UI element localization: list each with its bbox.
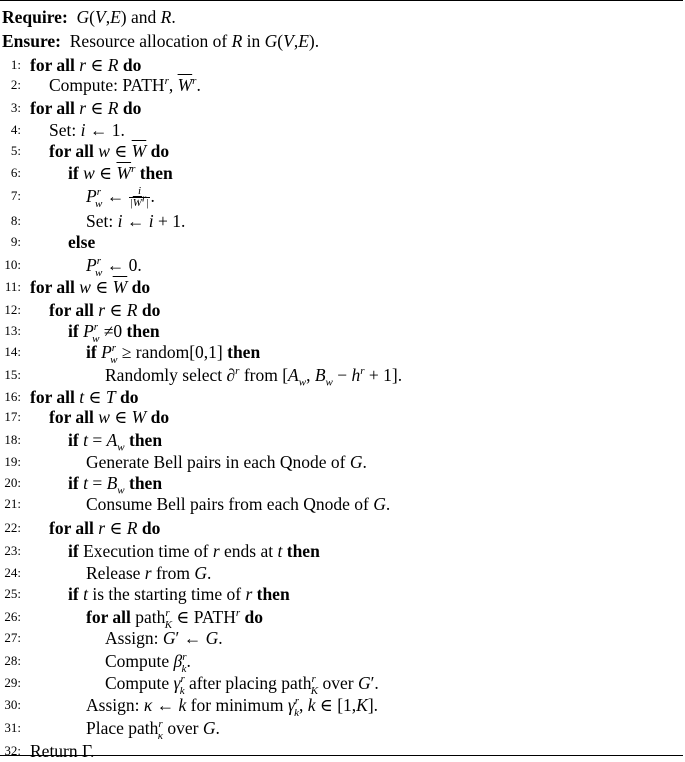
line-number: 3: <box>10 100 21 115</box>
algorithm-line <box>0 472 683 497</box>
line-number: 23: <box>4 543 21 558</box>
line-text: for all w ∈ $\overline{W}$ do <box>30 277 151 297</box>
line-text: for all r ∈ R do <box>30 98 142 118</box>
line-number: 1: <box>10 57 21 72</box>
algorithm-line <box>0 672 683 697</box>
line-text: if $t = B_w$ then <box>68 473 163 497</box>
algorithm-line <box>0 97 683 119</box>
line-number: 32: <box>4 743 21 758</box>
algorithm-line <box>0 231 683 253</box>
line-text: $P^r_w$ ← 0. <box>86 255 142 279</box>
line-text: for all t ∈ T do <box>30 387 139 407</box>
line-text: Consume Bell pairs from each Qnode of G. <box>86 494 391 514</box>
line-text: Generate Bell pairs in each Qnode of G. <box>86 452 367 472</box>
line-number: 17: <box>4 409 21 424</box>
line-number: 2: <box>10 77 21 92</box>
algorithm-line <box>0 429 683 454</box>
line-number: 13: <box>4 323 21 338</box>
line-number: 25: <box>4 586 21 601</box>
algorithm-line <box>0 493 683 515</box>
line-number: 26: <box>4 609 21 624</box>
line-number: 12: <box>4 302 21 317</box>
line-text: Place path$^r_\kappa$ over G. <box>86 718 220 742</box>
line-number: 30: <box>4 697 21 712</box>
line-number: 21: <box>4 496 21 511</box>
line-number: 29: <box>4 675 21 690</box>
line-number: 8: <box>10 213 21 228</box>
line-number: 31: <box>4 720 21 735</box>
algorithm-line <box>0 583 683 605</box>
line-number: 5: <box>10 143 21 158</box>
algorithm-line <box>0 694 683 719</box>
ensure-line: Ensure: Resource allocation of R in G(V,E). <box>2 31 320 51</box>
algorithm-line <box>0 650 683 675</box>
line-text: Randomly select ∂$^r$ from [$A_w$, $B_w - h^r + 1$]. <box>105 365 403 389</box>
line-text: Assign: G′ ← G. <box>105 628 223 648</box>
line-text: $P^r_w$ ← $\frac{i}{|\overline{W}^r|}$ . <box>86 185 155 210</box>
line-number: 20: <box>4 475 21 490</box>
algorithm-line <box>0 717 683 742</box>
line-text: if t is the starting time of r then <box>68 584 290 604</box>
line-text: if $t = A_w$ then <box>68 430 163 454</box>
line-text: Compute: PATH$^r$, $\overline{W}^r$. <box>49 75 201 95</box>
line-text: for all r ∈ R do <box>30 55 142 75</box>
algorithm-line <box>0 540 683 562</box>
line-text: Set: i ← 1. <box>49 120 125 140</box>
algorithm-line <box>0 451 683 473</box>
line-text: Release r from G. <box>86 563 212 583</box>
line-text: Set: i ← i + 1. <box>86 211 186 231</box>
line-text: if $P^r_w$ ≥ random[0,1] then <box>86 342 261 366</box>
line-text: Return Γ. <box>30 741 95 761</box>
line-text: if w ∈ $\overline{W}^r$ then <box>68 163 173 183</box>
algorithm-line <box>0 140 683 162</box>
algorithm-line <box>0 341 683 366</box>
line-text: else <box>68 232 96 252</box>
algorithm-line <box>0 562 683 584</box>
line-number: 28: <box>4 653 21 668</box>
line-number: 16: <box>4 389 21 404</box>
line-text: for all r ∈ R do <box>49 518 161 538</box>
algorithm-line <box>0 276 683 298</box>
algorithm-line <box>0 606 683 631</box>
line-number: 6: <box>10 165 21 180</box>
algorithm-line <box>0 517 683 539</box>
line-number: 18: <box>4 432 21 447</box>
algorithm-line <box>0 299 683 321</box>
line-text: for all w ∈ $\overline{W}$ do <box>49 141 170 161</box>
line-number: 19: <box>4 454 21 469</box>
line-number: 7: <box>10 188 21 203</box>
line-text: if $P^r_w \ne 0$ then <box>68 321 160 345</box>
algorithm-line <box>0 119 683 141</box>
line-number: 27: <box>4 630 21 645</box>
algorithm-line <box>0 185 683 210</box>
line-number: 22: <box>4 520 21 535</box>
require-label: Require: <box>2 7 68 27</box>
algorithm-line <box>0 162 683 184</box>
line-number: 15: <box>4 367 21 382</box>
line-text: if Execution time of r ends at t then <box>68 541 320 561</box>
ensure-label: Ensure: <box>2 31 61 51</box>
require-line: Require: G(V,E) and R. <box>2 7 176 27</box>
line-number: 24: <box>4 565 21 580</box>
algorithm-line <box>0 210 683 232</box>
algorithm-line <box>0 740 683 762</box>
line-text: for all w ∈ W do <box>49 407 170 427</box>
line-text: Compute $\beta^r_k$. <box>105 651 191 675</box>
line-number: 4: <box>10 122 21 137</box>
line-text: Compute $\gamma^r_k$ after placing path$^r_K$ over G′. <box>105 673 379 697</box>
algorithm-line <box>0 406 683 428</box>
algorithm-line <box>0 320 683 345</box>
line-text: Assign: κ ← k for minimum $\gamma^r_k$, k ∈ [1,K]. <box>86 695 379 719</box>
line-number: 11: <box>4 279 21 294</box>
line-text: for all path$^r_K$ ∈ PATH$^r$ do <box>86 607 264 631</box>
line-text: for all r ∈ R do <box>49 300 161 320</box>
algorithm-line <box>0 364 683 389</box>
line-number: 10: <box>4 257 21 272</box>
algorithm-line <box>0 627 683 649</box>
algorithm-line <box>0 386 683 408</box>
line-number: 14: <box>4 344 21 359</box>
algorithm-line <box>0 254 683 279</box>
line-number: 9: <box>10 234 21 249</box>
algorithm-line <box>0 54 683 76</box>
algorithm-line <box>0 74 683 96</box>
